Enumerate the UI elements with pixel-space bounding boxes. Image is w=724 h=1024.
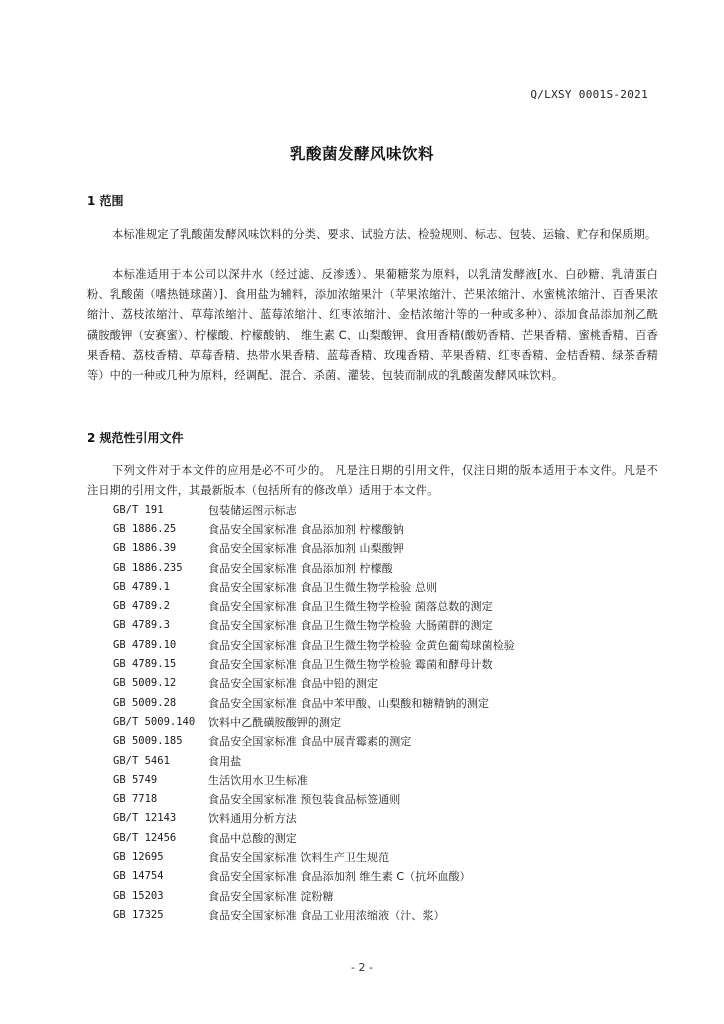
standard-number: Q/LXSY 0001S-2021 [530, 88, 648, 101]
reference-row [113, 809, 658, 828]
reference-code: GB/T 12456 [113, 831, 177, 844]
scope-paragraph-1: 本标准规定了乳酸菌发酵风味饮料的分类、要求、试验方法、检验规则、标志、包装、运输、贮存和保质期。 [112, 228, 657, 241]
reference-title: 食品安全国家标准 食品卫生微生物学检验 菌落总数的测定 [208, 600, 493, 614]
reference-code: GB 5009.185 [113, 735, 183, 748]
page-number: - 2 - [351, 961, 373, 974]
reference-title: 饮料通用分析方法 [208, 812, 297, 826]
reference-row [113, 751, 658, 770]
reference-row [113, 828, 658, 847]
reference-title: 食品中总酸的测定 [208, 831, 297, 845]
reference-code: GB 4789.2 [113, 600, 170, 613]
reference-title: 食品安全国家标准 食品添加剂 维生素 C（抗坏血酸） [208, 870, 471, 884]
reference-row [113, 500, 658, 519]
reference-title: 包装储运图示标志 [208, 503, 297, 517]
reference-code: GB/T 12143 [113, 812, 177, 825]
reference-code: GB 5009.28 [113, 696, 177, 709]
reference-row [113, 539, 658, 558]
reference-code: GB/T 191 [113, 503, 164, 516]
reference-row [113, 693, 658, 712]
reference-title: 食品安全国家标准 淀粉糖 [208, 889, 334, 903]
reference-row [113, 519, 658, 538]
reference-list [113, 500, 658, 925]
reference-code: GB 1886.235 [113, 561, 183, 574]
reference-row [113, 558, 658, 577]
reference-title: 食品安全国家标准 食品中铅的测定 [208, 677, 379, 691]
reference-row [113, 847, 658, 866]
reference-title: 食品安全国家标准 食品中苯甲酸、山梨酸和糖精钠的测定 [208, 696, 490, 710]
reference-code: GB 12695 [113, 850, 164, 863]
reference-title: 生活饮用水卫生标准 [208, 773, 308, 787]
reference-code: GB 5009.12 [113, 677, 177, 690]
reference-title: 食品安全国家标准 食品添加剂 柠檬酸 [208, 561, 393, 575]
reference-title: 食品安全国家标准 食品卫生微生物学检验 金黄色葡萄球菌检验 [208, 638, 515, 652]
reference-title: 食品安全国家标准 食品卫生微生物学检验 总则 [208, 580, 438, 594]
reference-title: 食品安全国家标准 食品工业用浓缩液（汁、浆） [208, 908, 445, 922]
document-title: 乳酸菌发酵风味饮料 [289, 145, 434, 163]
reference-title: 食品安全国家标准 食品卫生微生物学检验 霉菌和酵母计数 [208, 658, 493, 672]
reference-code: GB 15203 [113, 889, 164, 902]
reference-row [113, 654, 658, 673]
reference-row [113, 577, 658, 596]
reference-title: 饮料中乙酰磺胺酸钾的测定 [208, 715, 342, 729]
reference-row [113, 712, 658, 731]
reference-code: GB/T 5009.140 [113, 715, 196, 728]
reference-title: 食品安全国家标准 预包装食品标签通则 [208, 793, 401, 807]
section-heading-normative-references: 2 规范性引用文件 [87, 431, 184, 445]
reference-title: 食用盐 [208, 754, 242, 768]
reference-code: GB 4789.1 [113, 580, 170, 593]
reference-title: 食品安全国家标准 食品中展青霉素的测定 [208, 735, 412, 749]
reference-row [113, 886, 658, 905]
reference-code: GB 7718 [113, 793, 158, 806]
section-heading-scope: 1 范围 [87, 194, 124, 208]
reference-title: 食品安全国家标准 食品添加剂 柠檬酸钠 [208, 522, 404, 536]
reference-code: GB 4789.3 [113, 619, 170, 632]
reference-row [113, 770, 658, 789]
reference-code: GB 4789.15 [113, 658, 177, 671]
reference-title: 食品安全国家标准 饮料生产卫生规范 [208, 850, 390, 864]
reference-code: GB 5749 [113, 773, 158, 786]
reference-code: GB 1886.39 [113, 542, 177, 555]
reference-row [113, 616, 658, 635]
reference-code: GB/T 5461 [113, 754, 170, 767]
reference-row [113, 635, 658, 654]
reference-code: GB 4789.10 [113, 638, 177, 651]
reference-code: GB 17325 [113, 908, 164, 921]
reference-code: GB 14754 [113, 870, 164, 883]
reference-row [113, 789, 658, 808]
reference-row [113, 596, 658, 615]
reference-title: 食品安全国家标准 食品卫生微生物学检验 大肠菌群的测定 [208, 619, 493, 633]
reference-row [113, 905, 658, 924]
references-intro-paragraph: 下列文件对于本文件的应用是必不可少的。 凡是注日期的引用文件，仅注日期的版本适用于本文件。凡是不注日期的引用文件，其最新版本（包括所有的修改单）适用于本文件。 [87, 464, 658, 498]
reference-row [113, 732, 658, 751]
scope-paragraph-2: 本标准适用于本公司以深井水（经过滤、反渗透）、果葡糖浆为原料，以乳清发酵液[水、白砂糖、乳清蛋白粉、乳酸菌（嗜热链球菌）]、食用盐为辅料，添加浓缩果汁（苹果浓缩汁、芒果浓缩汁、水蜜桃浓缩汁、百香果浓缩汁、荔枝浓缩汁、草莓浓缩汁、蓝莓浓缩汁、红枣浓缩汁、金桔浓缩汁等的一种或多种）、添加食品添加剂乙酰磺胺酸钾（安赛蜜）、柠檬酸、柠檬酸钠、 维生素 C、山梨酸钾、食用香精(酸奶香精、芒果香精、蜜桃香精、百香果香精、荔枝香精、草莓香精、热带水果香精、蓝莓香精、玫瑰香精、苹果香精、红枣香精、金桔香精、绿茶香精等）中的一种或几种为原料，经调配、混合、杀菌、灌装、包装而制成的乳酸菌发酵风味饮料。 [87, 268, 658, 383]
reference-row [113, 674, 658, 693]
reference-title: 食品安全国家标准 食品添加剂 山梨酸钾 [208, 542, 404, 556]
reference-code: GB 1886.25 [113, 522, 177, 535]
reference-row [113, 867, 658, 886]
